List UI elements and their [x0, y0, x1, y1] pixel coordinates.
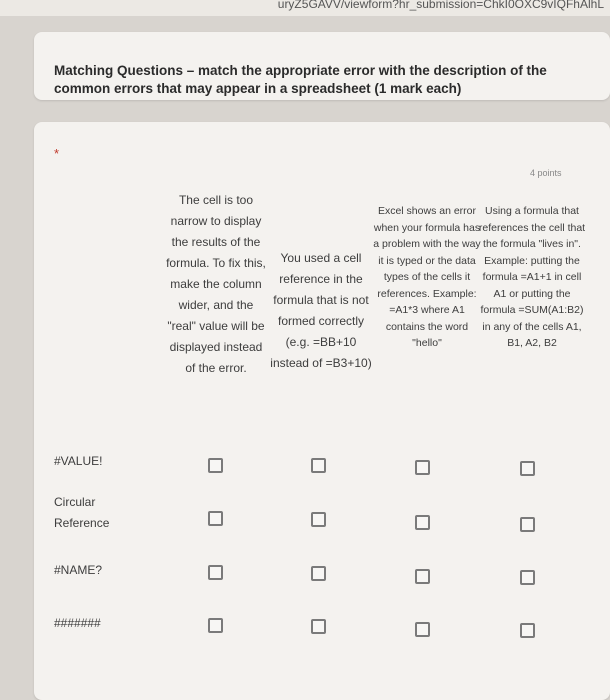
form-title-card	[34, 32, 610, 100]
checkbox-hash-col4[interactable]	[520, 623, 535, 638]
form-title: Matching Questions – match the appropriate error with the description of the common errors that may appear in a spreadsheet (1 mark each)	[54, 63, 547, 96]
column-header-3: Excel shows an error when your formula has a problem with the way it is typed or the data types of the cells it references. Example: =A1*3 where A1 contains the word "hello"	[373, 205, 481, 349]
checkbox-hash-col3[interactable]	[415, 622, 430, 637]
url-text: uryZ5GAVV/viewform?hr_submission=ChkI0OXC9vIQFhAlhL	[277, 0, 604, 11]
row-label-name-error: #NAME?	[54, 563, 103, 577]
checkbox-name-col2[interactable]	[311, 566, 326, 581]
points-label: 4 points	[530, 168, 562, 178]
row-label-value-error: #VALUE!	[54, 454, 103, 468]
row-label-circular-reference: Circular Reference	[54, 495, 110, 530]
checkbox-circular-col2[interactable]	[311, 512, 326, 527]
row-label-hash-error: #######	[54, 616, 101, 630]
checkbox-name-col4[interactable]	[520, 570, 535, 585]
browser-url-bar[interactable]	[0, 0, 610, 16]
checkbox-hash-col1[interactable]	[208, 618, 223, 633]
column-header-2: You used a cell reference in the formula that is not formed correctly (e.g. =BB+10 instead of =B3+10)	[270, 251, 372, 370]
checkbox-hash-col2[interactable]	[311, 619, 326, 634]
checkbox-name-col1[interactable]	[208, 565, 223, 580]
checkbox-value-col1[interactable]	[208, 458, 223, 473]
checkbox-value-col4[interactable]	[520, 461, 535, 476]
required-marker: *	[54, 146, 60, 161]
checkbox-circular-col1[interactable]	[208, 511, 223, 526]
checkbox-circular-col4[interactable]	[520, 517, 535, 532]
checkbox-name-col3[interactable]	[415, 569, 430, 584]
column-header-4: Using a formula that references the cell that the formula "lives in". Example: putting the formula =A1+1 in cell A1 or putting the formula =SUM(A1:B2) in any of the cells A1, B1, A2, B2	[478, 205, 586, 349]
checkbox-value-col3[interactable]	[415, 460, 430, 475]
checkbox-value-col2[interactable]	[311, 458, 326, 473]
column-header-1: The cell is too narrow to display the results of the formula. To fix this, make the column wider, and the "real" value will be displayed instead of the error.	[166, 193, 266, 375]
checkbox-circular-col3[interactable]	[415, 515, 430, 530]
